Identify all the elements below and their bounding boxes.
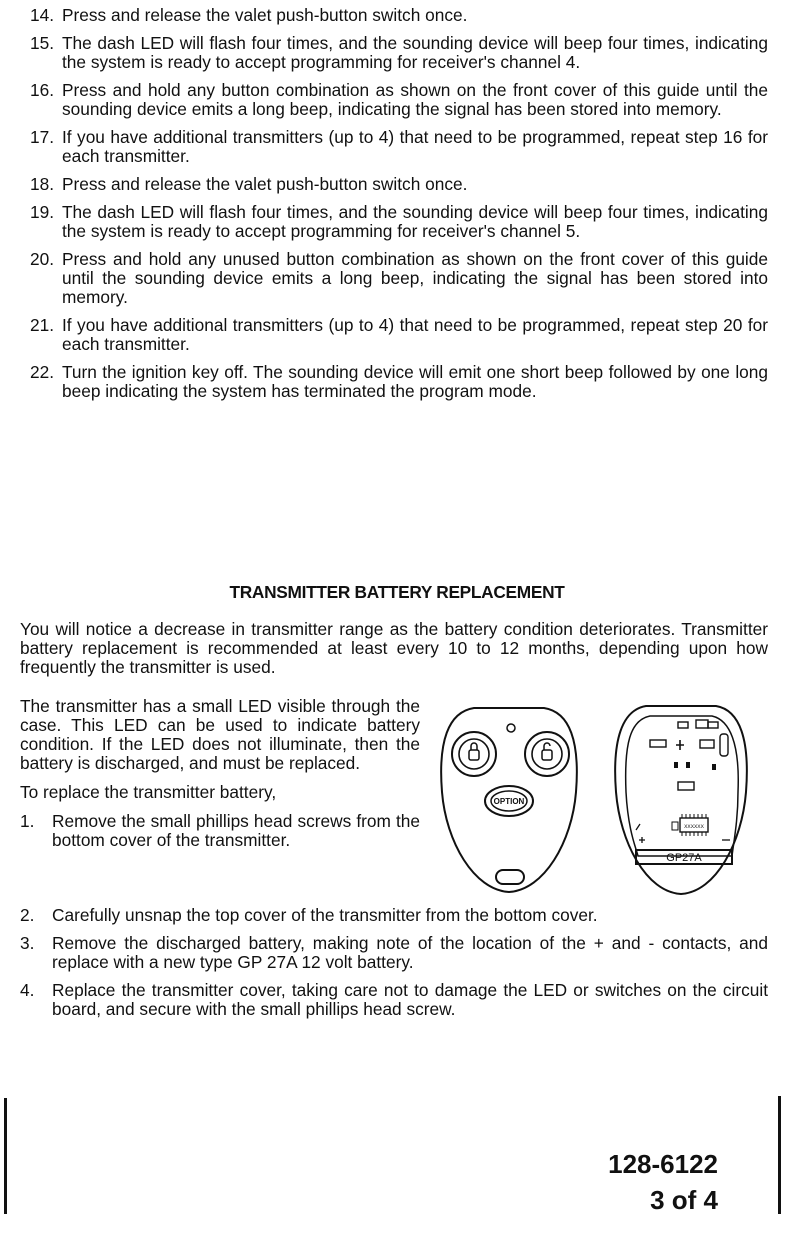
keyring-slot (496, 870, 524, 884)
document-number: 128-6122 (608, 1149, 718, 1179)
step-number: 14. (30, 5, 55, 25)
step-text: Turn the ignition key off. The sounding device will emit one short beep followed by one long beep indicating the system has terminated the program mode. (62, 362, 768, 401)
lock-icon (469, 750, 479, 760)
step-text: Press and hold any button combination as shown on the front cover of this guide until the sounding device emits a long beep, indicating the signal has been stored into memory. (62, 80, 768, 119)
step-text: The dash LED will flash four times, and the sounding device will beep four times, indicating the system is ready to accept programming for receiver's channel 4. (62, 33, 768, 72)
step-number: 18. (30, 174, 55, 194)
replace-intro: To replace the transmitter battery, (20, 782, 277, 802)
step-text: Replace the transmitter cover, taking care not to damage the LED or switches on the circuit board, and secure with the small phillips head screw. (52, 980, 768, 1019)
left-margin-rule (4, 1098, 7, 1214)
step-text: Remove the discharged battery, making note of the location of the + and - contacts, and replace with a new type GP 27A 12 volt battery. (52, 933, 768, 972)
replace-steps-rest (20, 906, 768, 1028)
step-text: If you have additional transmitters (up to 4) that need to be programmed, repeat step 16 for each transmitter. (62, 127, 768, 166)
page-number: 3 of 4 (650, 1185, 718, 1215)
step-number: 15. (30, 33, 55, 53)
section-title: TRANSMITTER BATTERY REPLACEMENT (229, 582, 565, 602)
step-number: 21. (30, 315, 55, 335)
step-text: Remove the small phillips head screws from the bottom cover of the transmitter. (52, 811, 420, 850)
step-text: Carefully unsnap the top cover of the transmitter from the bottom cover. (52, 905, 598, 925)
step-number: 3. (20, 933, 35, 953)
replace-step-1 (20, 812, 420, 850)
step-text: The dash LED will flash four times, and the sounding device will beep four times, indicating the system is ready to accept programming for receiver's channel 5. (62, 202, 768, 241)
programming-steps (30, 6, 768, 410)
step-18 (30, 175, 768, 194)
option-label: OPTION (493, 797, 525, 806)
step-16 (30, 81, 768, 119)
step-14 (30, 6, 768, 25)
step-text: Press and hold any unused button combination as shown on the front cover of this guide until the sounding device emits a long beep, indicating the signal has been stored into memory. (62, 249, 768, 307)
right-margin-rule (778, 1096, 781, 1214)
chip-label: XXXXXX (684, 823, 704, 830)
step-number: 17. (30, 127, 55, 147)
step-22 (30, 363, 768, 401)
replace-step-2 (20, 906, 768, 925)
step-17 (30, 128, 768, 166)
step-number: 2. (20, 905, 35, 925)
step-number: 22. (30, 362, 55, 382)
section-intro: You will notice a decrease in transmitter range as the battery condition deteriorates. Transmitter battery replacement is recommended at least every 10 to 12 months, depending upon how frequently the transmitter is used. (20, 619, 768, 677)
step-19 (30, 203, 768, 241)
led-indicator (507, 724, 515, 732)
transmitter-front-illustration (434, 702, 584, 898)
led-paragraph: The transmitter has a small LED visible through the case. This LED can be used to indicate battery condition. If the LED does not illuminate, then the battery is discharged, and must be replaced. (20, 696, 420, 773)
battery-instructions (20, 697, 420, 850)
step-number: 19. (30, 202, 55, 222)
step-number: 4. (20, 980, 35, 1000)
replace-step-3 (20, 934, 768, 972)
step-21 (30, 316, 768, 354)
replace-steps-first (20, 812, 420, 850)
replace-step-4 (20, 981, 768, 1019)
step-text: Press and release the valet push-button switch once. (62, 5, 468, 25)
step-20 (30, 250, 768, 307)
footer (608, 1146, 718, 1218)
transmitter-circuit-illustration (608, 700, 754, 898)
step-text: If you have additional transmitters (up to 4) that need to be programmed, repeat step 20 for each transmitter. (62, 315, 768, 354)
step-text: Press and release the valet push-button switch once. (62, 174, 468, 194)
step-number: 16. (30, 80, 55, 100)
unlock-icon (542, 750, 552, 760)
battery-label: GP27A (666, 852, 702, 864)
step-number: 20. (30, 249, 55, 269)
step-number: 1. (20, 811, 35, 831)
step-15 (30, 34, 768, 72)
